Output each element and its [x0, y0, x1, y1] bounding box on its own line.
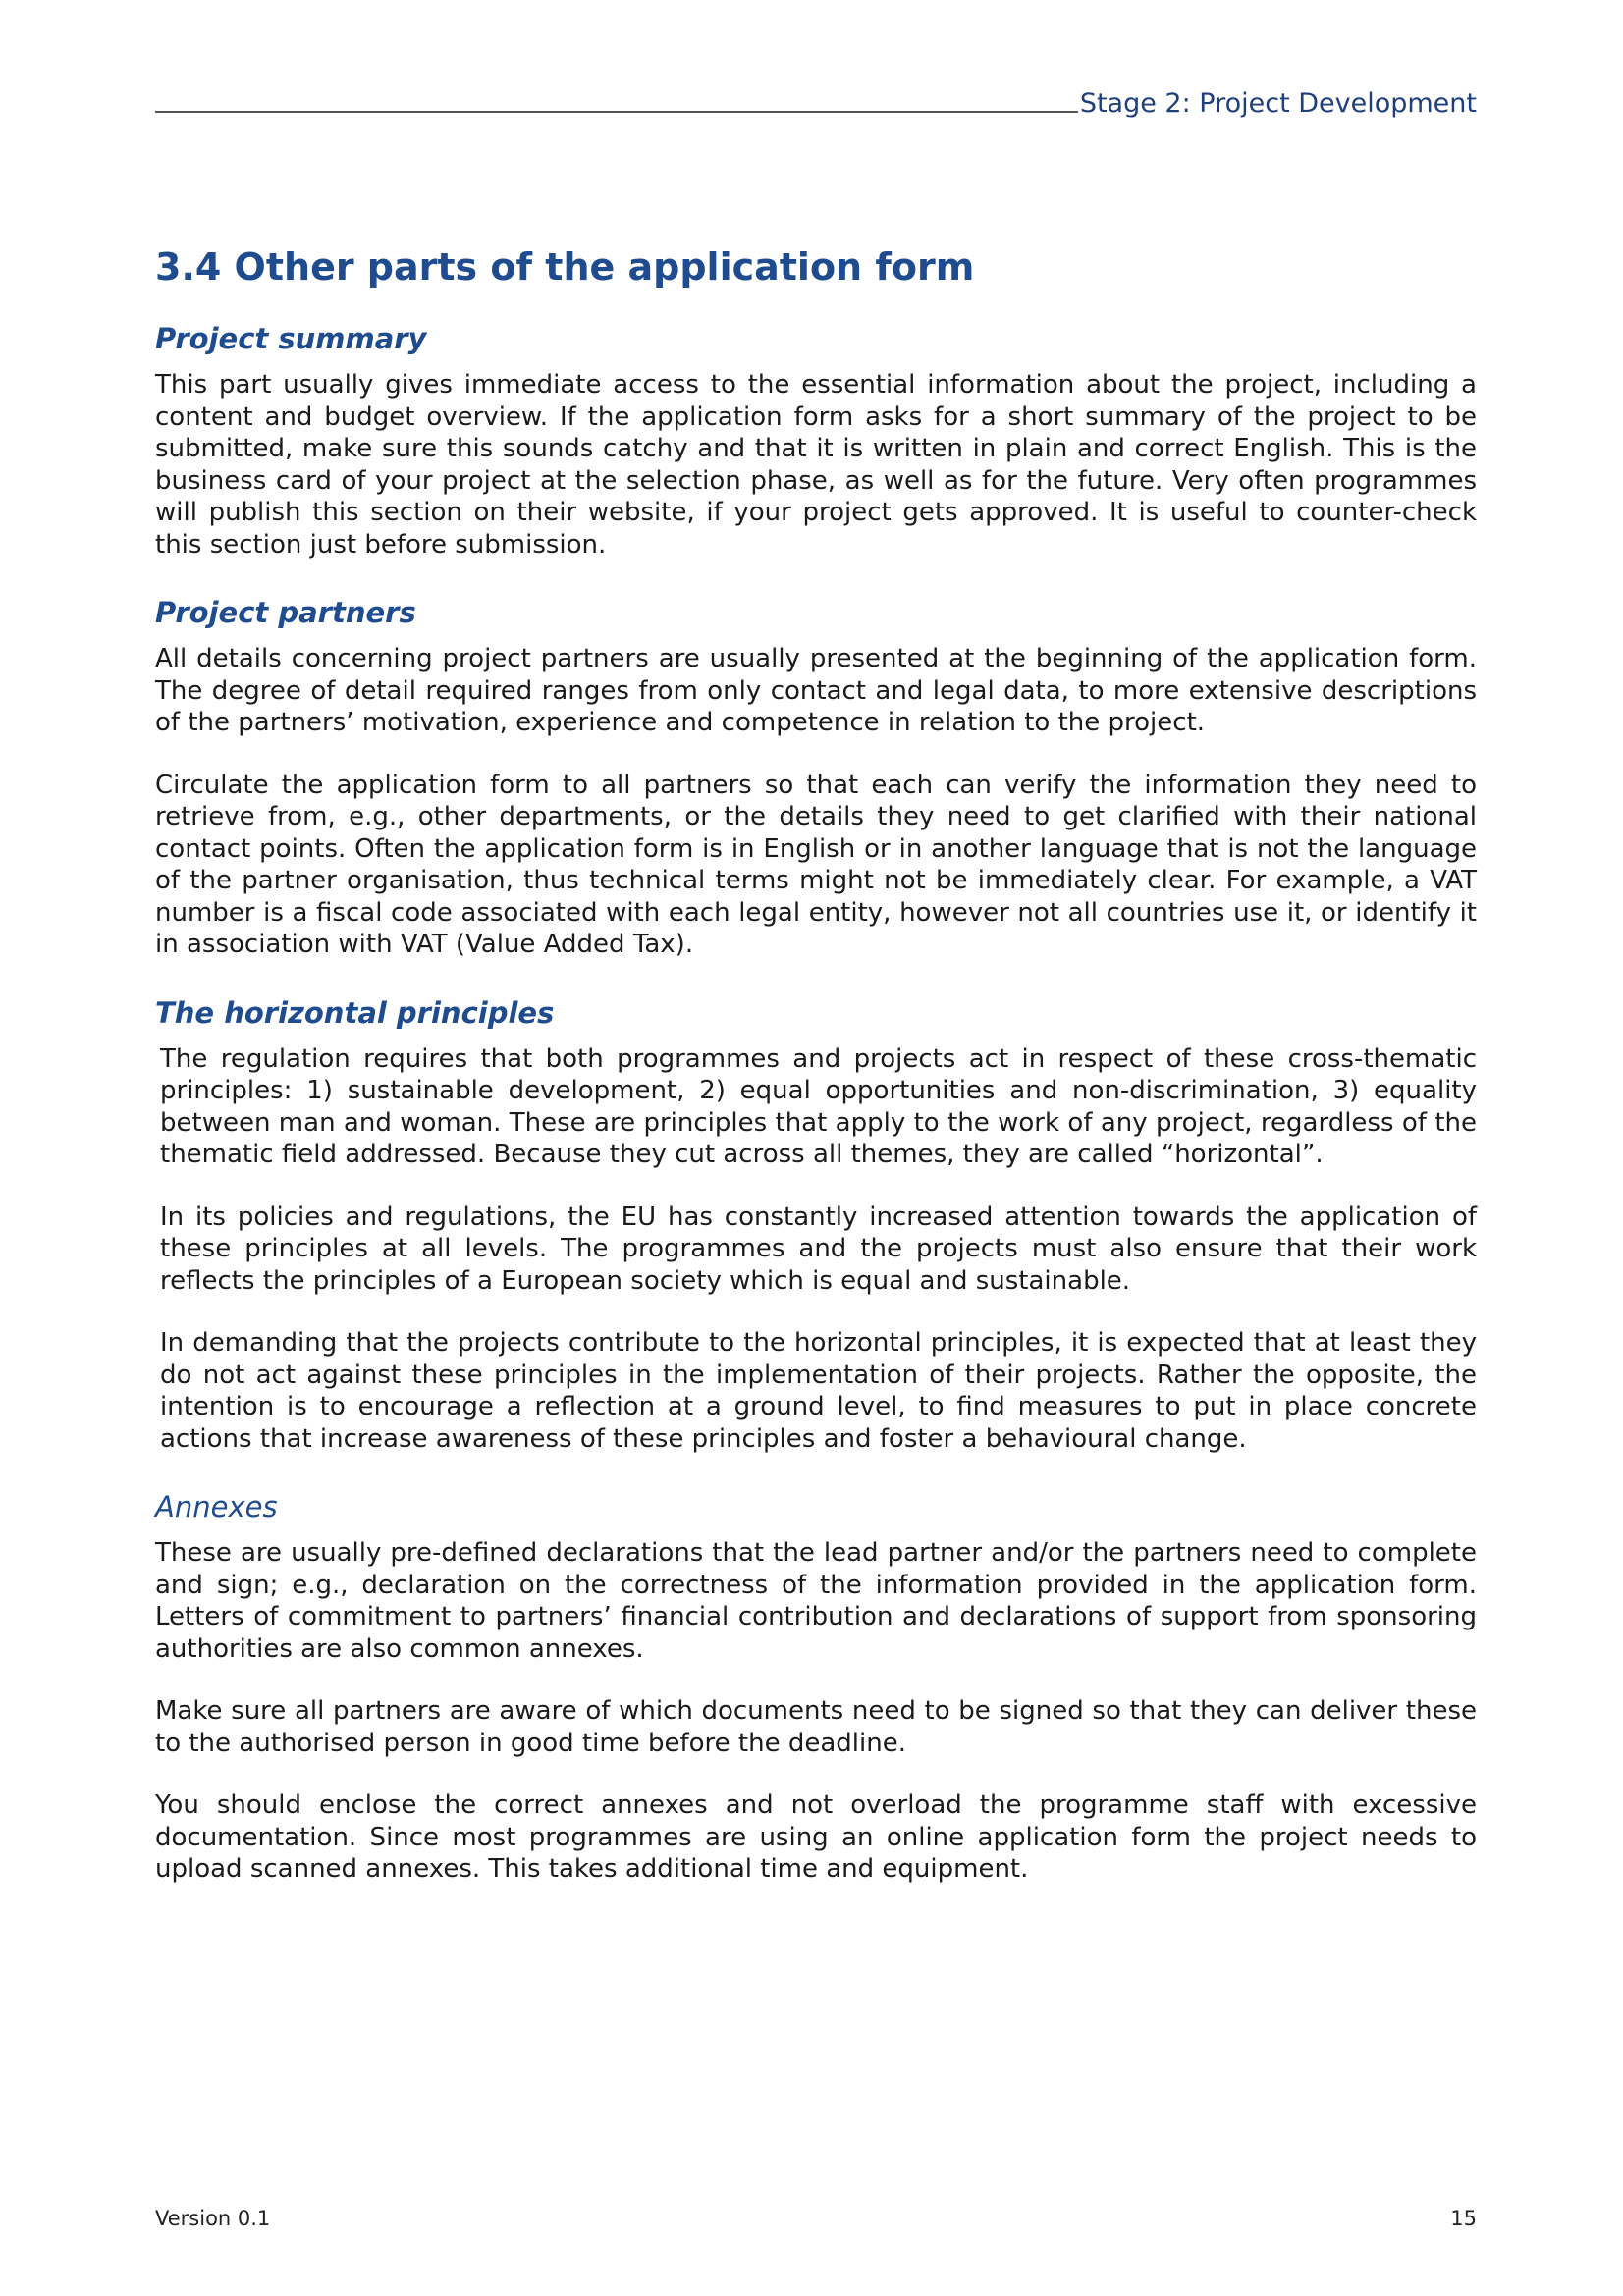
paragraph: Circulate the application form to all partners so that each can verify the information they need to retrieve from, e.g., other departments, or the details they need to get clarified with their national contact points. Often the application form is in English or in another language that is not the language of the partner organisation, thus technical terms might not be immediately clear. For example, a VAT number is a fiscal code associated with each legal entity, however not all countries use it, or identify it in association with VAT (Value Added Tax).	[155, 770, 1477, 959]
page-content	[155, 245, 1477, 1886]
paragraph: You should enclose the correct annexes and not overload the programme staff with excessive documentation. Since most programmes are using an online application form the project needs to upload scanned annexes. This takes additional time and equipment.	[155, 1790, 1477, 1884]
version-label: Version 0.1	[155, 2207, 271, 2230]
page-header	[155, 88, 1477, 119]
paragraph: These are usually pre-defined declarations that the lead partner and/or the partners need to complete and sign; e.g., declaration on the correctness of the information provided in the application form. Letters of commitment to partners’ financial contribution and declarations of support from sponsoring authorities are also common annexes.	[155, 1538, 1477, 1664]
paragraph: In its policies and regulations, the EU has constantly increased attention towards the application of these principles at all levels. The programmes and the projects must also ensure that their work reflects the principles of a European society which is equal and sustainable.	[160, 1201, 1477, 1296]
paragraph: The regulation requires that both programmes and projects act in respect of these cross-thematic principles: 1) sustainable development, 2) equal opportunities and non-discrimination, 3) equality between man and woman. These are principles that apply to the work of any project, regardless of the thematic field addressed. Because they cut across all themes, they are called “horizontal”.	[160, 1043, 1477, 1169]
running-title: Stage 2: Project Development	[1079, 88, 1477, 119]
page-number: 15	[1450, 2207, 1477, 2230]
header-rule	[155, 111, 1078, 113]
subsection-heading-project-partners: Project partners	[155, 596, 416, 629]
paragraph: This part usually gives immediate access to the essential information about the project, including a content and budget overview. If the application form asks for a short summary of the project to be submitted, make sure this sounds catchy and that it is written in plain and correct English. This is the business card of your project at the selection phase, as well as for the future. Very often programmes will publish this section on their website, if your project gets approved. It is useful to counter-check this section just before submission.	[155, 370, 1477, 560]
subsection-heading-project-summary: Project summary	[155, 322, 427, 355]
paragraph: All details concerning project partners are usually presented at the beginning of the application form. The degree of detail required ranges from only contact and legal data, to more extensive descriptions of the partners’ motivation, experience and competence in relation to the project.	[155, 644, 1477, 737]
subsection-heading-horizontal-principles: The horizontal principles	[155, 995, 555, 1030]
paragraph: Make sure all partners are aware of which documents need to be signed so that they can deliver these to the authorised person in good time before the deadline.	[155, 1696, 1477, 1758]
section-title: 3.4 Other parts of the application form	[155, 245, 975, 289]
subsection-heading-annexes: Annexes	[155, 1490, 278, 1523]
paragraph: In demanding that the projects contribute to the horizontal principles, it is expected that at least they do not act against these principles in the implementation of their projects. Rather the opposite, the intention is to encourage a reflection at a ground level, to find measures to put in place concrete actions that increase awareness of these principles and foster a behavioural change.	[160, 1328, 1477, 1454]
page-footer	[155, 2207, 1477, 2230]
